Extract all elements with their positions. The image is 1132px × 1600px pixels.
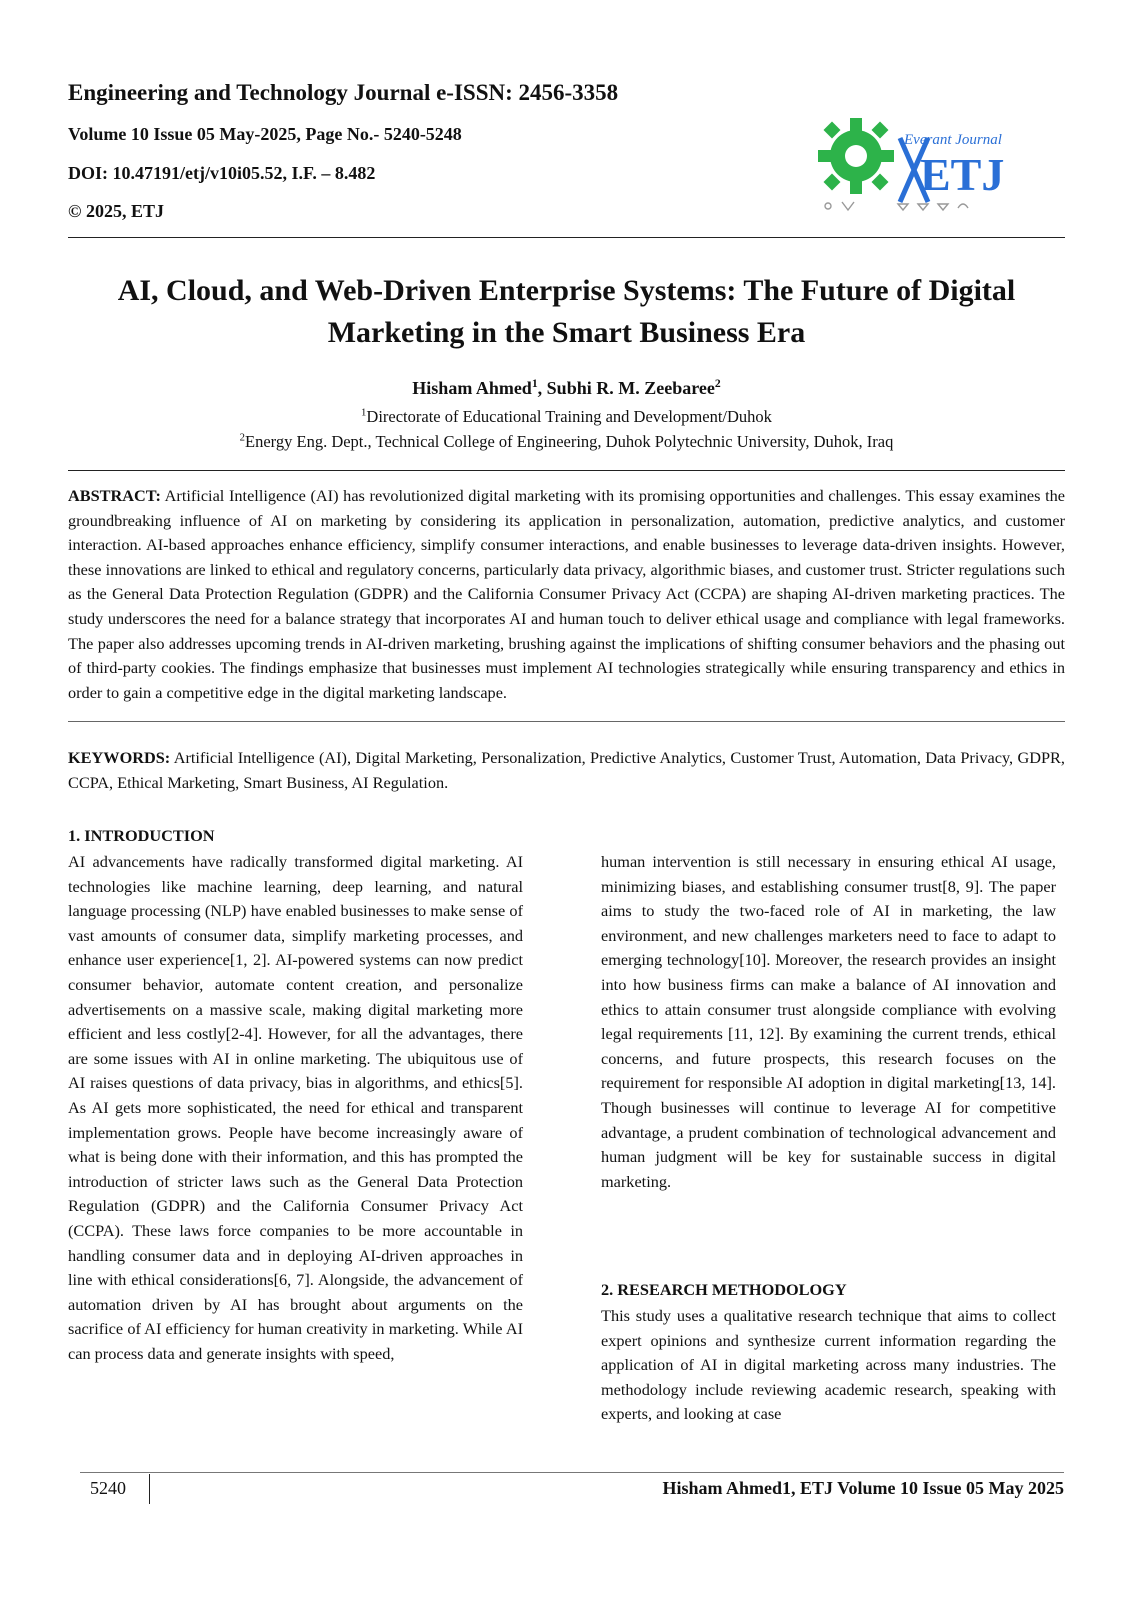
- author-1: Hisham Ahmed: [412, 378, 532, 398]
- affiliation-2: [68, 432, 1065, 452]
- logo-text-main: ETJ: [920, 149, 1005, 200]
- keywords-label: KEYWORDS:: [68, 748, 171, 767]
- affiliation-1-sup: 1: [361, 406, 367, 419]
- methodology-heading: 2. RESEARCH METHODOLOGY: [601, 1280, 847, 1299]
- title-line-1: AI, Cloud, and Web-Driven Enterprise Systems: The Future of Digital: [117, 274, 1016, 307]
- author-1-sup: 1: [531, 377, 538, 390]
- keywords: [68, 746, 1065, 795]
- etj-logo: [808, 110, 1018, 222]
- page-number: 5240: [90, 1478, 126, 1498]
- author-2-sup: 2: [714, 377, 721, 390]
- abstract-label: ABSTRACT:: [68, 486, 161, 505]
- title-line-2: Marketing in the Smart Business Era: [327, 316, 806, 349]
- doi-line: DOI: 10.47191/etj/v10i05.52, I.F. – 8.482: [68, 163, 376, 183]
- affiliation-1: [68, 407, 1065, 427]
- volume-line: Volume 10 Issue 05 May-2025, Page No.- 5240-5248: [68, 124, 462, 144]
- copyright-line: © 2025, ETJ: [68, 201, 164, 221]
- logo-text-top: Everant Journal: [904, 132, 1002, 148]
- affiliation-2-sup: 2: [239, 431, 246, 444]
- affiliation-2-text: Energy Eng. Dept., Technical College of Engineering, Duhok Polytechnic University, Duhok, Iraq: [245, 432, 894, 451]
- methodology-text: This study uses a qualitative research technique that aims to collect expert opinions and synthesize current information regarding the application of AI in digital marketing across many industries. The methodology include reviewing academic research, speaking with experts, and looking at case: [601, 1306, 1056, 1424]
- running-title: Hisham Ahmed1, ETJ Volume 10 Issue 05 May 2025: [662, 1478, 1064, 1498]
- footer-separator: [149, 1474, 150, 1504]
- paper-title: [68, 270, 1065, 354]
- gear-icon: [818, 118, 894, 194]
- footer-rule: [80, 1472, 1064, 1473]
- abstract-text: Artificial Intelligence (AI) has revolutionized digital marketing with its promising opportunities and challenges. This essay examines the groundbreaking influence of AI on marketing by considering its application in personalization, automation, predictive analytics, and customer interaction. AI-based approaches enhance efficiency, simplify consumer interactions, and enable businesses to leverage data-driven insights. However, these innovations are linked to ethical and regulatory concerns, particularly data privacy, algorithmic biases, and customer trust. Stricter regulations such as the General Data Protection Regulation (GDPR) and the California Consumer Privacy Act (CCPA) are shaping AI-driven marketing practices. The study underscores the need for a balance strategy that incorporates AI and human touch to deliver ethical usage and compliance with legal frameworks. The paper also addresses upcoming trends in AI-driven marketing, brushing against the implications of shifting consumer behaviors and the phasing out of third-party cookies. The findings emphasize that businesses must implement AI technologies strategically while ensuring transparency and ethics in order to gain a competitive edge in the digital marketing landscape.: [68, 486, 1065, 702]
- affiliation-1-text: Directorate of Educational Training and Development/Duhok: [366, 407, 772, 426]
- abstract: [68, 484, 1065, 705]
- intro-heading: 1. INTRODUCTION: [68, 826, 215, 845]
- author-2: Subhi R. M. Zeebaree: [546, 378, 715, 398]
- authors: [68, 378, 1065, 399]
- keywords-text: Artificial Intelligence (AI), Digital Marketing, Personalization, Predictive Analytics, Customer Trust, Automation, Data Privacy, GDPR, CCPA, Ethical Marketing, Smart Business, AI Regulation.: [68, 748, 1065, 792]
- abstract-top-rule: [68, 470, 1065, 471]
- header-divider: [68, 237, 1065, 238]
- intro-left-column: AI advancements have radically transformed digital marketing. AI technologies like machine learning, deep learning, and natural language processing (NLP) have enabled businesses to make sense of vast amounts of consumer data, simplify marketing processes, and enhance user experience[1, 2]. AI-powered systems can now predict consumer behavior, automate content creation, and personalize advertisements on a massive scale, making digital marketing more efficient and less costly[2-4]. However, for all the advantages, there are some issues with AI in online marketing. The ubiquitous use of AI raises questions of data privacy, bias in algorithms, and ethics[5]. As AI gets more sophisticated, the need for ethical and transparent implementation grows. People have become increasingly aware of what is being done with their information, and this has prompted the introduction of stricter laws such as the General Data Protection Regulation (GDPR) and the California Consumer Privacy Act (CCPA). These laws force companies to be more accountable in handling consumer data and in deploying AI-driven approaches in line with ethical considerations[6, 7]. Alongside, the advancement of automation driven by AI has brought about arguments on the sacrifice of AI efficiency for human creativity in marketing. While AI can process data and generate insights with speed,: [68, 852, 523, 1363]
- journal-line: Engineering and Technology Journal e-ISSN: 2456-3358: [68, 80, 619, 105]
- author-separator: ,: [537, 378, 547, 398]
- intro-right-column: human intervention is still necessary in ensuring ethical AI usage, minimizing biases, and establishing consumer trust[8, 9]. The paper aims to study the two-faced role of AI in marketing, the law environment, and new challenges marketers need to face to adapt to emerging technology[10]. Moreover, the research provides an insight into how business firms can make a balance of AI innovation and ethics to attain consumer trust alongside compliance with evolving legal requirements [11, 12]. By examining the current trends, ethical concerns, and future prospects, this research focuses on the requirement for responsible AI adoption in digital marketing[13, 14]. Though businesses will continue to leverage AI for competitive advantage, a prudent combination of technological advancement and human judgment will be key for sustainable success in digital marketing.: [601, 852, 1056, 1191]
- abstract-bottom-rule: [68, 721, 1065, 722]
